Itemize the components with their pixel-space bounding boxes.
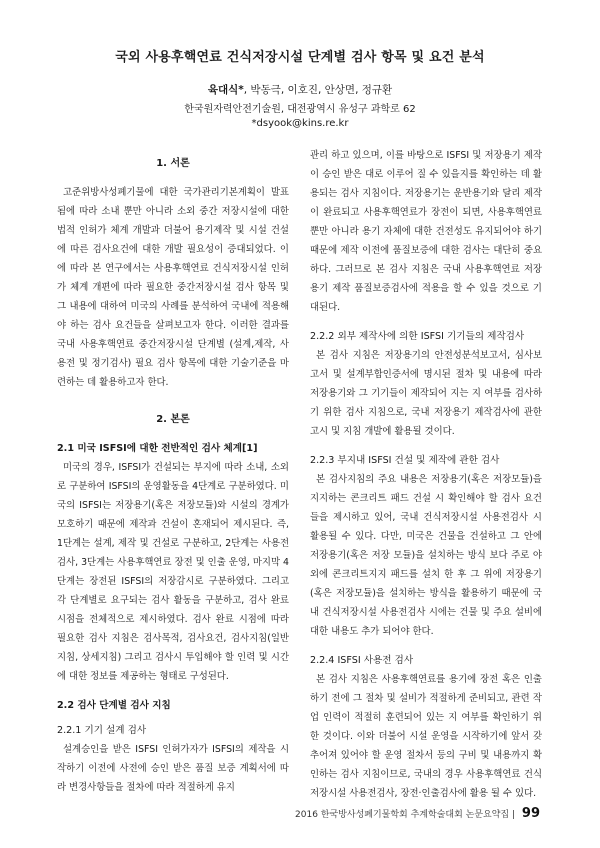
subsection-heading-2-2-1: 2.2.1 기기 설계 검사 — [57, 725, 147, 736]
lead-author: 육대식* — [207, 84, 244, 96]
author-line — [0, 82, 600, 97]
introduction-paragraph: 고준위방사성폐기물에 대한 국가관리기본계획이 발표됨에 따라 소내 뿐만 아니라 소외 중간 저장시설에 대한 법적 인허가 체계 개발과 더불어 용기제작 및 시설 건설에 따른 검사요건에 대한 개발 필요성이 증대되었다. 이에 따라 본 연구에서는 사용후핵연료 건식저장시설 인허가 체계 개편에 따라 필요한 중간저장시설 검사 항목 및 그 내용에 대하여 미국의 사례를 분석하여 국내에 적용해야 하는 검사 요건들을 살펴보고자 한다. 이러한 결과를 국내 사용후핵연료 중간저장시설 단계별 (설계,제작, 사용전 및 정기검사) 필요 검사 항목에 대한 기술기준을 마련하는 데 활용하고자 한다. — [57, 187, 289, 388]
subsection-heading-2-2-3: 2.2.3 부지내 ISFSI 건설 및 제작에 관한 검사 — [310, 455, 500, 466]
subsection-heading-2-1: 2.1 미국 ISFSI에 대한 전반적인 검사 체계[1] — [57, 443, 258, 454]
section-heading-introduction: 1. 서론 — [156, 158, 190, 169]
subsection-heading-2-2: 2.2 검사 단계별 검사 지침 — [57, 700, 171, 711]
paragraph-2-2-1-continued: 관리 하고 있으며, 이를 바탕으로 ISFSI 및 저장용기 제작이 승인 받은 대로 이루어 질 수 있을지를 확인하는 데 활용되는 검사 지침이다. 저장용기는 운반용기와 달리 제작이 완료되고 사용후핵연료가 장전이 되면, 사용후핵연료 뿐만 아니라 용기 자체에 대한 건전성도 유지되어야 하기 때문에 제작 이전에 품질보증에 대한 검사는 대단히 중요하다. 그러므로 본 검사 지침은 국내 사용후핵연료 저장용기 제작 품질보증검사에 적용을 할 수 있을 것으로 기대된다. — [310, 150, 542, 313]
footer-separator: | — [511, 810, 516, 820]
subsection-heading-2-2-2: 2.2.2 외부 제작사에 의한 ISFSI 기기들의 제작검사 — [310, 331, 525, 342]
section-heading-body: 2. 본론 — [156, 414, 190, 425]
page-footer — [0, 806, 540, 821]
paragraph-2-2-1: 설계승인을 받은 ISFSI 인허가자가 ISFSI의 제작을 시작하기 이전에 사전에 승인 받은 품질 보증 계획서에 따라 변경사항들을 절차에 따라 적절하게 유지 — [57, 744, 289, 793]
conference-name: 2016 한국방사성폐기물학회 추계학술대회 논문요약집 — [295, 810, 510, 820]
paragraph-2-1: 미국의 경우, ISFSI가 건설되는 부지에 따라 소내, 소외로 구분하여 ISFSI의 운영활동을 4단계로 구분하였다. 미국의 ISFSI는 저장용기(혹은 저장모듈)와 시설의 경계가 모호하기 때문에 제작과 건설이 혼재되어 제시된다. 즉, 1단계는 설계, 제작 및 건설로 구분하고, 2단계는 사용전검사, 3단계는 사용후핵연료 장전 및 인출 운영, 마지막 4단계는 장전된 ISFSI의 저장감시로 구분하였다. 그리고 각 단계별로 요구되는 검사 활동을 구분하고, 검사 완료 시점을 전체적으로 제시하였다. 검사 완료 시점에 따라 필요한 검사 지침은 검사목적, 검사요건, 검사지침(일반 지침, 상세지침) 그리고 검사시 투입해야 할 인력 및 시간에 대한 정보를 제공하는 형태로 구성된다. — [57, 462, 289, 682]
paragraph-2-2-4: 본 검사 지침은 사용후핵연료를 용기에 장전 혹은 인출하기 전에 그 절차 및 설비가 적절하게 준비되고, 관련 작업 인력이 적절히 훈련되어 있는 지 여부를 확인하기 위한 것이다. 이와 더불어 시설 운영을 시작하기에 앞서 갖추어져 있어야 할 운영 절차서 등의 구비 및 내용까지 확인하는 검사 지침이므로, 국내의 경우 사용후핵연료 건식저장시설 사용전검사, 장전·인출검사에 활용 될 수 있다. — [310, 674, 542, 799]
author-email: *dsyook@kins.re.kr — [251, 118, 349, 129]
subsection-heading-2-2-4: 2.2.4 ISFSI 사용전 검사 — [310, 655, 414, 666]
left-column — [57, 146, 289, 797]
paragraph-2-2-3: 본 검사지침의 주요 내용은 저장용기(혹은 저장모듈)을 지지하는 콘크리트 패드 건설 시 확인해야 할 검사 요건들을 제시하고 있어, 국내 건식저장시설 사용전검사 시 활용될 수 있다. 다만, 미국은 건물을 건설하고 그 안에 저장용기(혹은 저장 모듈)을 설치하는 방식 보다 주로 야외에 콘크리트지지 패드를 설치 한 후 그 위에 저장용기(혹은 저장모듈)을 설치하는 방식을 활용하기 때문에 국내 건식저장시설 사용전검사 시에는 건물 및 주요 설비에 대한 내용도 추가 되어야 한다. — [310, 474, 542, 637]
paragraph-2-2-2: 본 검사 지침은 저장용기의 안전성분석보고서, 심사보고서 및 설계부합인증서에 명시된 절차 및 내용에 따라 저장용기와 그 기기들이 제작되어 지는 지 여부를 검사하기 위한 검사 지침으로, 국내 저장용기 제작검사에 관한 고시 및 지침 개발에 활용될 것이다. — [310, 350, 542, 437]
page-number: 99 — [521, 806, 540, 821]
coauthors: , 박동극, 이호진, 안상면, 정규환 — [243, 84, 393, 96]
right-column — [310, 146, 542, 803]
paper-title: 국외 사용후핵연료 건식저장시설 단계별 검사 항목 및 요건 분석 — [115, 50, 485, 65]
affiliation: 한국원자력안전기술원, 대전광역시 유성구 과학로 62 — [184, 104, 416, 115]
